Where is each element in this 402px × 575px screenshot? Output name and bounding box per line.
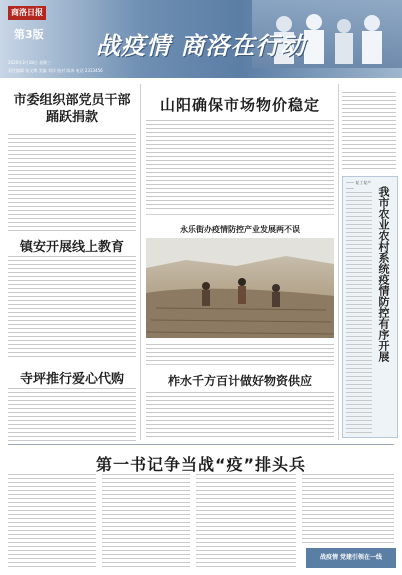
date-line: 2020年3月18日 星期三 <box>8 60 52 65</box>
column-divider-right <box>338 84 339 440</box>
section-divider-lead <box>146 214 334 215</box>
column-divider-left <box>140 84 141 440</box>
footer-slogan: 战疫情 党建引领在一线 <box>319 554 383 561</box>
sidebar-intro-body <box>342 92 396 172</box>
bottom-article-col-4 <box>302 474 394 546</box>
article-body-zhashui-supply <box>146 392 334 440</box>
bottom-article-col-1 <box>8 474 96 570</box>
lead-article-body <box>146 120 334 212</box>
article-body-love-purchase <box>8 388 136 448</box>
banner-title: 战疫情 商洛在行动 <box>96 32 306 60</box>
page-number: 第3版 <box>14 28 44 41</box>
bottom-article-col-3 <box>196 474 296 570</box>
section-divider-bottom <box>8 444 394 445</box>
masthead <box>0 0 402 78</box>
footer-slogan-badge <box>306 548 396 568</box>
article-title-party-donation: 市委组织部党员干部踊跃捐款 <box>13 93 131 125</box>
lead-article-title: 山阳确保市场物价稳定 <box>159 96 320 114</box>
article-title-love-purchase: 寺坪推行爱心代购 <box>19 372 124 387</box>
sidebar-vertical-title: 我市农业农村系统疫情防控有序开展 <box>377 186 390 362</box>
article-body-party-donation <box>8 134 136 234</box>
photo-caption-title: 永乐街办疫情防控产业发展两不误 <box>180 225 300 234</box>
photo-caption-body <box>146 344 334 364</box>
article-title-zhashui-supply: 柞水千方百计做好物资供应 <box>167 374 312 388</box>
bottom-article-col-2 <box>102 474 190 570</box>
bottom-article-title: 第一书记争当战“疫”排头兵 <box>95 455 307 474</box>
field-work-photo <box>146 238 334 338</box>
article-title-online-education: 镇安开展线上教育 <box>19 240 124 255</box>
article-body-online-education <box>8 256 136 360</box>
sub-line: 责任编辑 张文博 美编 刘洋 校对 陈涛 电话 2313456 <box>8 68 103 73</box>
sidebar-subtitle: —— 复工复产 —— <box>346 180 372 191</box>
sidebar-box-body <box>346 192 372 436</box>
newspaper-logo: 商洛日报 <box>8 6 46 20</box>
section-divider-photo <box>146 364 334 365</box>
